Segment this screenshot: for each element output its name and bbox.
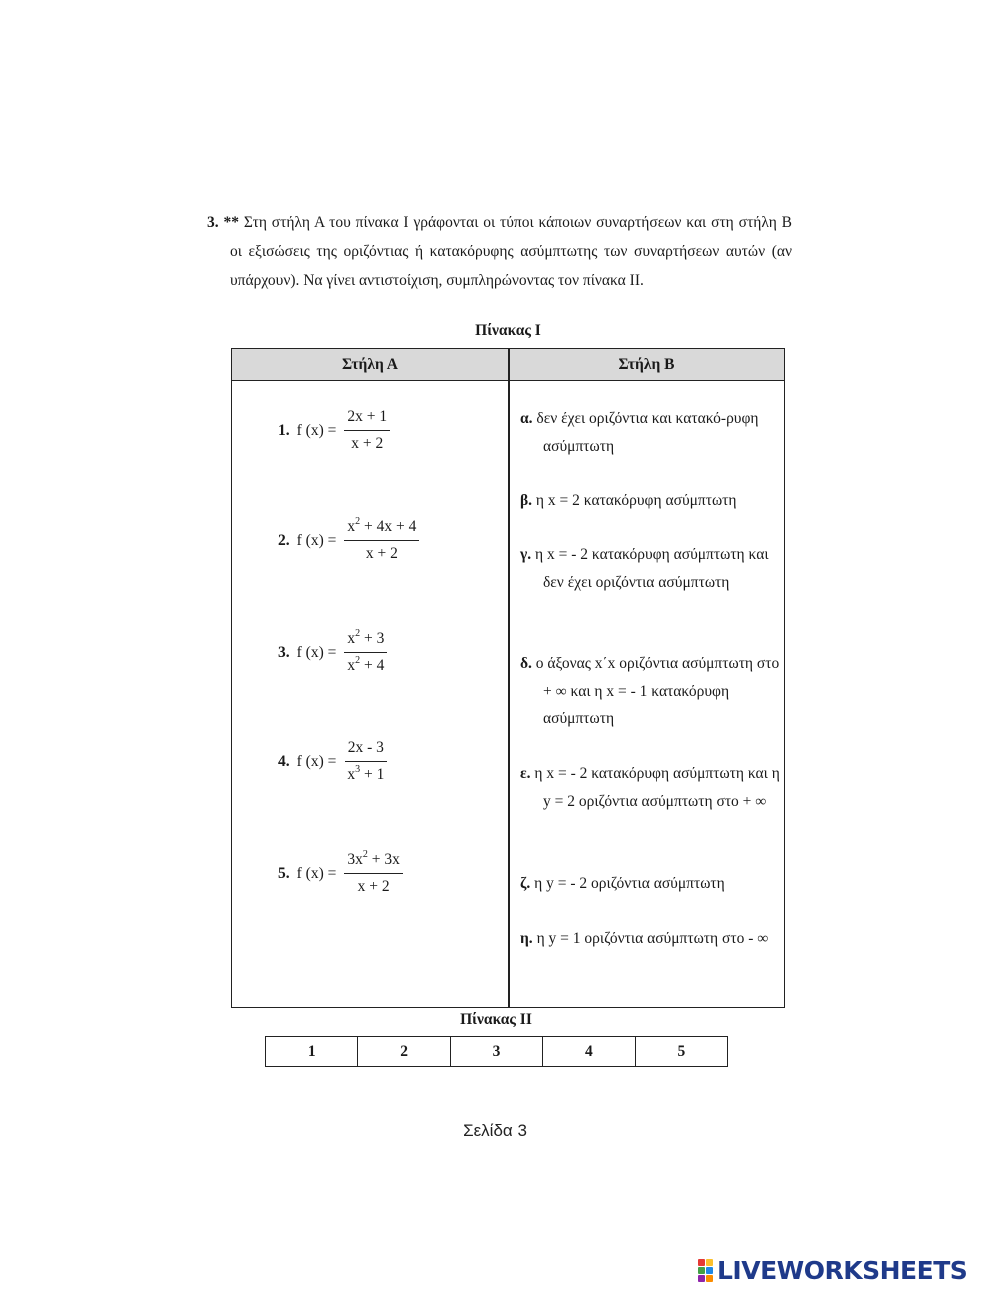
problem-number: 3. <box>207 214 219 231</box>
term: x <box>347 657 356 674</box>
option-alpha <box>520 405 785 460</box>
option-letter: δ. <box>520 655 532 672</box>
numerator: 2x + 1 <box>344 407 390 431</box>
table2-caption: Πίνακας ΙΙ <box>460 1011 532 1028</box>
denominator: x + 2 <box>365 545 398 562</box>
term: x <box>347 518 356 535</box>
difficulty-stars: ** <box>223 214 239 231</box>
header-column-b: Στήλη Β <box>618 356 675 373</box>
exponent: 3 <box>355 764 361 775</box>
table1-caption: Πίνακας Ι <box>475 322 541 339</box>
logo-block <box>706 1259 713 1266</box>
term: + 1 <box>360 766 385 783</box>
problem-text: Στη στήλη Α του πίνακα Ι γράφονται οι τύποι κάποιων συναρτήσεων και στη στήλη Β οι εξισώσεις της οριζόντιας ή κατακόρυφης ασύμπτωτης των συναρτήσεων αυτών (αν υπάρχουν). Να γίνει αντιστοίχιση, συμπληρώνοντας τον πίνακα ΙΙ. <box>230 214 792 289</box>
numerator <box>344 517 419 541</box>
option-epsilon <box>520 760 785 815</box>
function-number: 3. <box>278 643 290 661</box>
option-text: η x = - 2 κατακόρυφη ασύμπτωτη και δεν έχει οριζόντια ασύμπτωτη <box>535 546 769 591</box>
term: + 3 <box>360 630 385 647</box>
function-lhs: f (x) = <box>296 531 337 549</box>
function-number: 2. <box>278 531 290 549</box>
option-text: η x = - 2 κατακόρυφη ασύμπτωτη και η y = 2 οριζόντια ασύμπτωτη στο + ∞ <box>534 765 780 810</box>
table2-cell-2: 2 <box>357 1037 449 1066</box>
denominator <box>344 762 387 785</box>
denominator: x + 2 <box>351 435 384 452</box>
function-2 <box>278 517 419 564</box>
fraction <box>344 517 419 564</box>
liveworksheets-logo[interactable] <box>698 1256 967 1284</box>
option-text: η y = - 2 οριζόντια ασύμπτωτη <box>534 875 725 892</box>
option-eta <box>520 925 785 953</box>
problem-statement <box>207 208 792 295</box>
table2-cell-4: 4 <box>542 1037 634 1066</box>
fraction <box>344 738 387 785</box>
logo-block <box>698 1259 705 1266</box>
table1 <box>231 348 785 1008</box>
logo-block <box>698 1267 705 1274</box>
option-text: ο άξονας x΄x οριζόντια ασύμπτωτη στο + ∞ και η x = - 1 κατακόρυφη ασύμπτωτη <box>535 655 780 727</box>
option-letter: β. <box>520 492 533 509</box>
function-number: 1. <box>278 421 290 439</box>
function-lhs: f (x) = <box>296 752 337 770</box>
exponent: 2 <box>355 516 361 527</box>
option-delta <box>520 650 785 733</box>
option-text: η x = 2 κατακόρυφη ασύμπτωτη <box>535 492 737 509</box>
logo-blocks-icon <box>698 1259 713 1282</box>
numerator <box>344 629 387 653</box>
function-lhs: f (x) = <box>296 643 337 661</box>
function-lhs: f (x) = <box>296 421 337 439</box>
option-letter: ζ. <box>520 875 531 892</box>
function-number: 5. <box>278 864 290 882</box>
option-letter: ε. <box>520 765 531 782</box>
option-letter: α. <box>520 410 533 427</box>
fraction <box>344 850 403 897</box>
option-beta <box>520 487 785 515</box>
fraction <box>344 629 387 676</box>
function-1 <box>278 407 390 454</box>
numerator <box>344 850 403 874</box>
exponent: 2 <box>355 655 361 666</box>
logo-block <box>706 1267 713 1274</box>
table2 <box>265 1036 728 1067</box>
function-4 <box>278 738 387 785</box>
table2-cell-3: 3 <box>450 1037 542 1066</box>
term: 3x <box>347 851 363 868</box>
term: x <box>347 766 356 783</box>
problem-paragraph <box>207 208 792 295</box>
function-3 <box>278 629 387 676</box>
option-gamma <box>520 541 785 596</box>
table2-cell-1: 1 <box>307 1043 316 1060</box>
header-column-a: Στήλη Α <box>342 356 398 373</box>
option-text: η y = 1 οριζόντια ασύμπτωτη στο - ∞ <box>536 930 769 947</box>
function-number: 4. <box>278 752 290 770</box>
option-letter: η. <box>520 930 533 947</box>
option-text: δεν έχει οριζόντια και κατακό-ρυφη ασύμπτωτη <box>536 410 759 455</box>
fraction <box>344 407 390 454</box>
denominator: x + 2 <box>357 878 390 895</box>
function-5 <box>278 850 403 897</box>
term: + 4x + 4 <box>360 518 417 535</box>
function-lhs: f (x) = <box>296 864 337 882</box>
logo-text: LIVEWORKSHEETS <box>717 1255 968 1285</box>
option-zeta <box>520 870 785 898</box>
table2-cell-5: 5 <box>635 1037 727 1066</box>
denominator <box>344 653 387 676</box>
term: + 3x <box>367 851 400 868</box>
column-divider <box>508 349 510 1007</box>
term: x <box>347 630 356 647</box>
exponent: 2 <box>362 849 368 860</box>
exponent: 2 <box>355 628 361 639</box>
logo-block <box>706 1275 713 1282</box>
page-number-label: Σελίδα 3 <box>463 1121 527 1140</box>
logo-block <box>698 1275 705 1282</box>
option-letter: γ. <box>520 546 532 563</box>
term: + 4 <box>360 657 385 674</box>
numerator: 2x - 3 <box>345 738 387 762</box>
